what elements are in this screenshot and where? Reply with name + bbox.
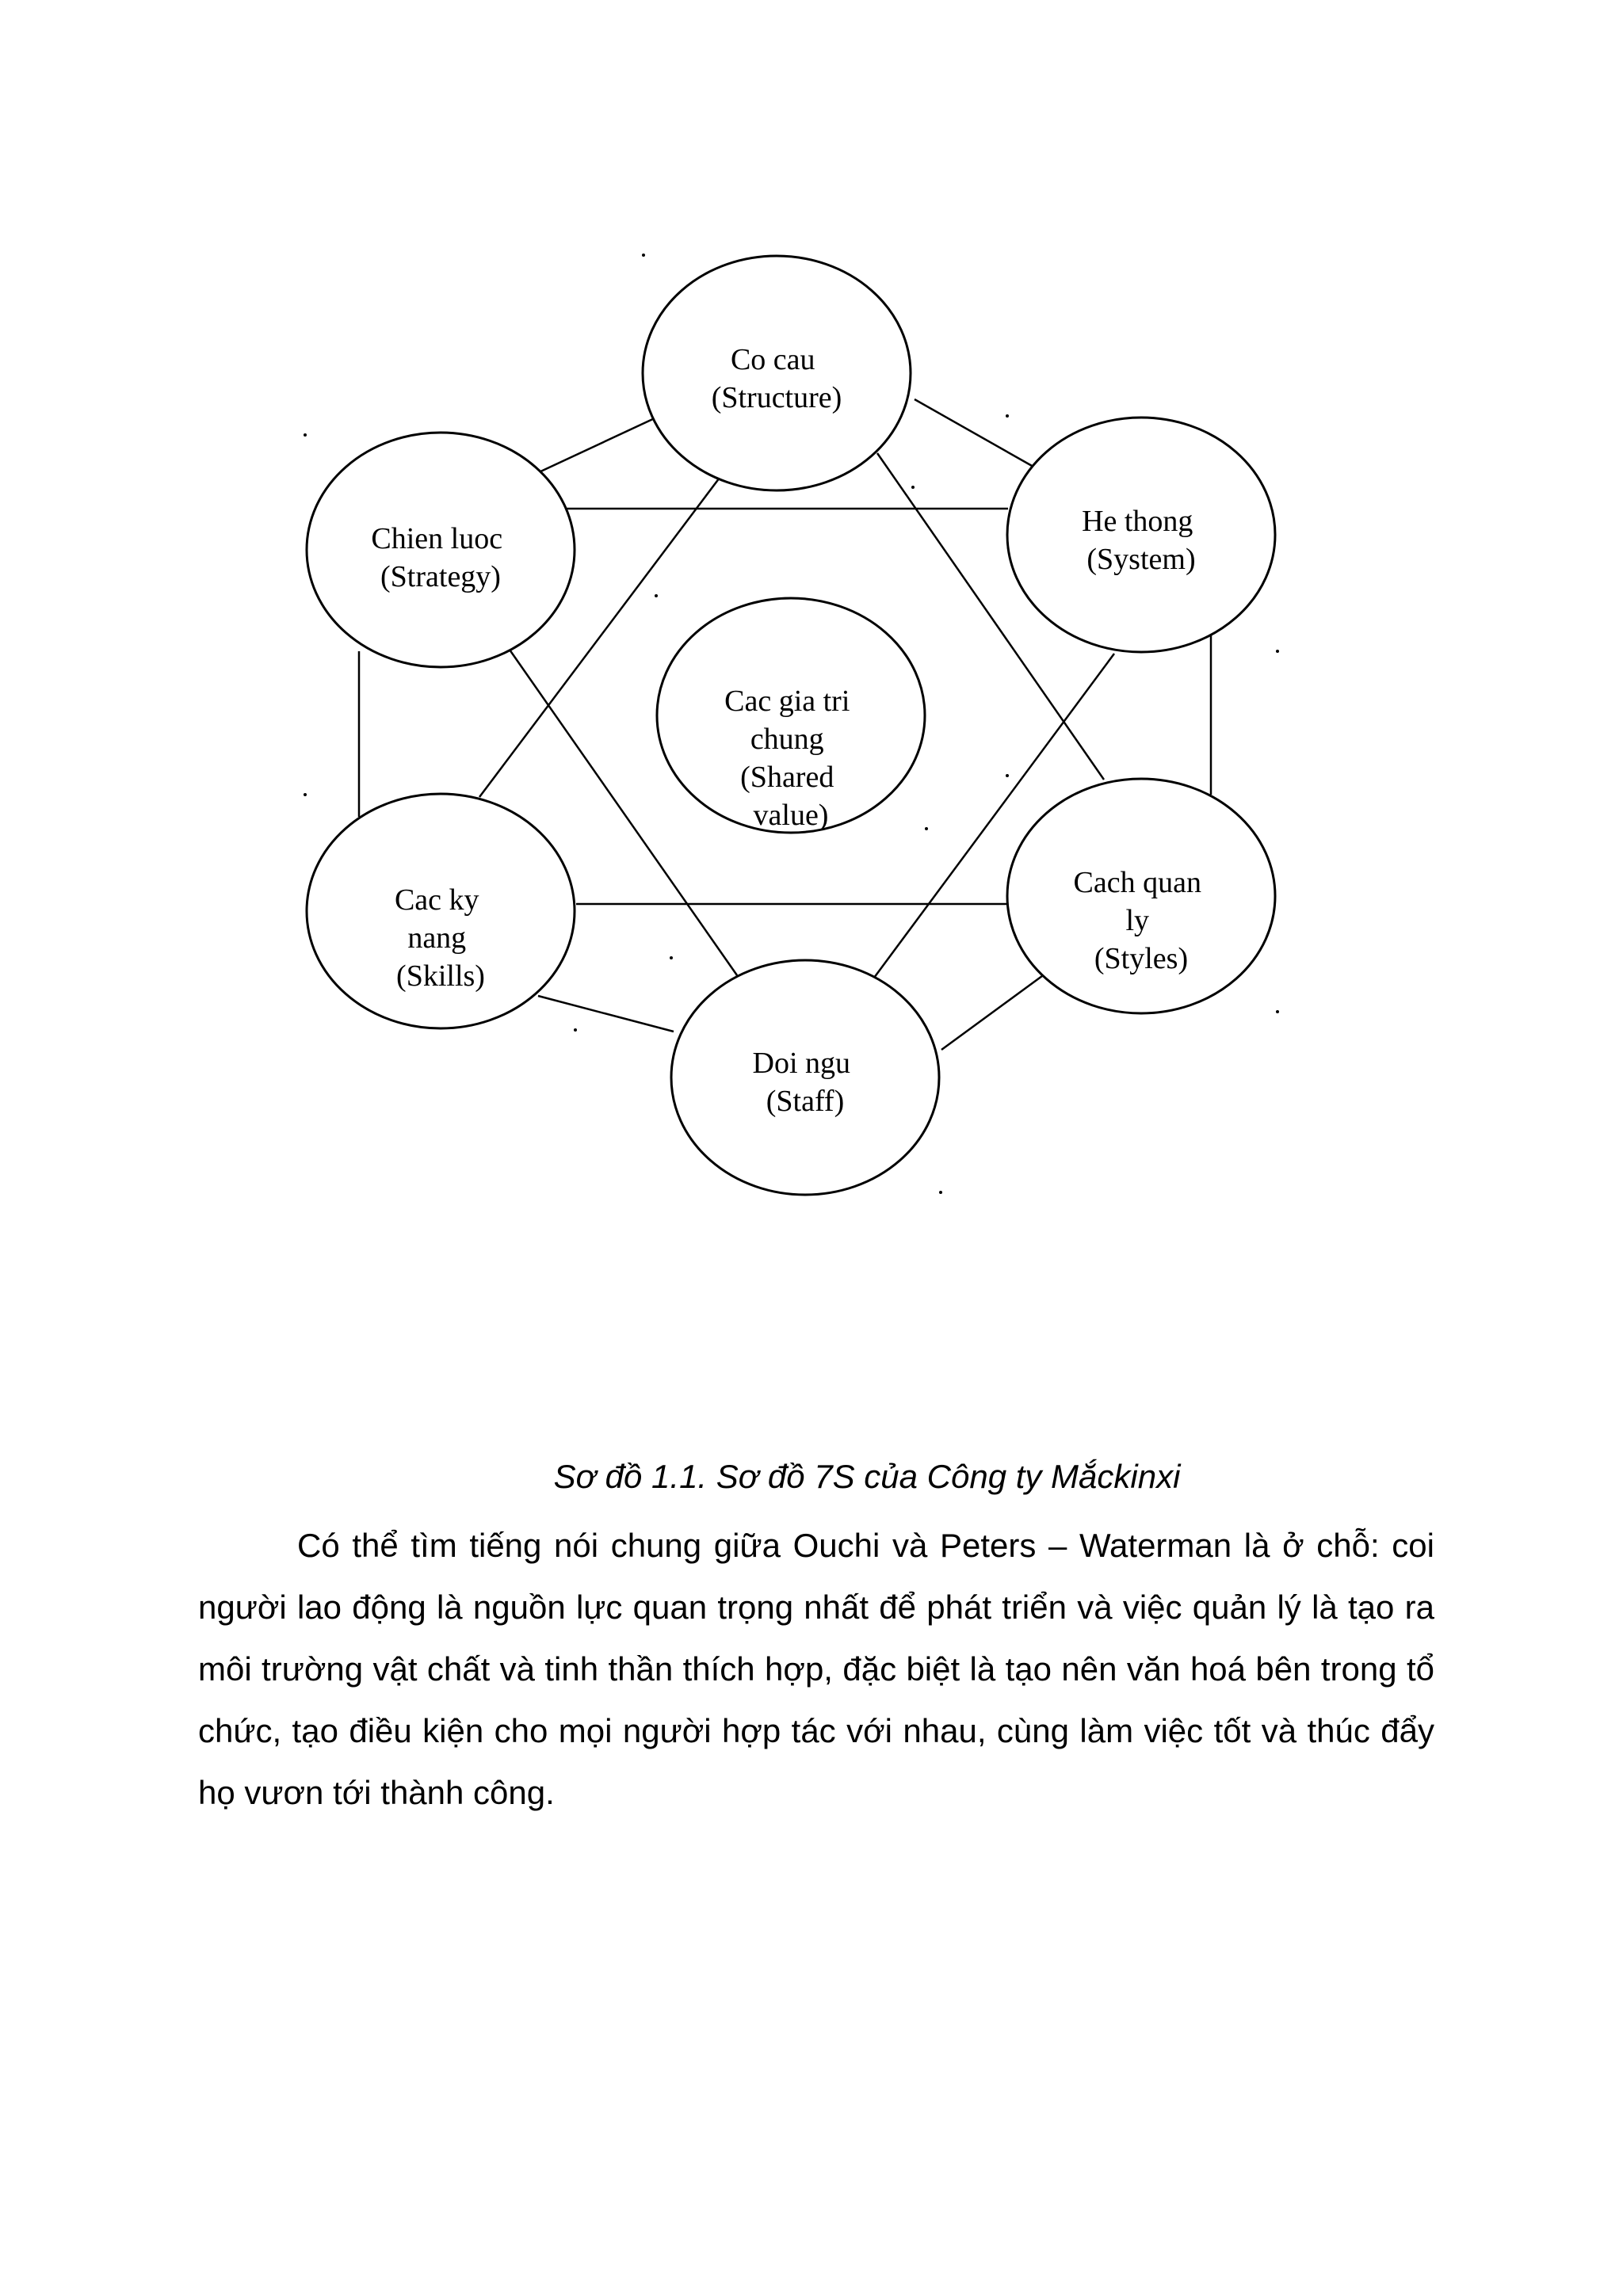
line-structure-strategy bbox=[537, 418, 656, 473]
body-paragraph: Có thể tìm tiếng nói chung giữa Ouchi và Peters – Waterman là ở chỗ: coi người lao động là nguồn lực quan trọng nhất để phát triển và việc quản lý là tạo ra môi trường vật chất và tinh thần thích hợp, đặc biệt là tạo nên văn hoá bên trong tổ chức, tạo điều kiện cho mọi người hợp tác với nhau, cùng làm việc tốt và thúc đẩy họ vươn tới thành công. bbox=[198, 1527, 1434, 1811]
line-structure-system bbox=[915, 399, 1039, 470]
node-strategy bbox=[307, 433, 575, 667]
node-staff-label: Doi ngu (Staff) bbox=[752, 1047, 850, 1118]
node-styles bbox=[1007, 779, 1275, 1013]
node-system-label: He thong (System) bbox=[1082, 505, 1196, 576]
node-styles-label: Cach quan ly (Styles) bbox=[1073, 866, 1201, 975]
node-system bbox=[1007, 418, 1275, 652]
node-strategy-label: Chien luoc (Strategy) bbox=[371, 522, 503, 593]
node-shared-value bbox=[657, 598, 925, 833]
line-staff-styles bbox=[941, 974, 1045, 1050]
figure-caption: Sơ đồ 1.1. Sơ đồ 7S của Công ty Mắckinxi bbox=[553, 1458, 1181, 1495]
node-structure bbox=[643, 256, 911, 490]
node-skills bbox=[307, 794, 575, 1028]
line-skills-staff bbox=[538, 996, 674, 1032]
node-staff bbox=[671, 960, 939, 1195]
node-shared-value-label: Cac gia tri chung (Shared value) bbox=[724, 685, 850, 832]
node-structure-label: Co cau (Structure) bbox=[711, 343, 842, 414]
node-skills-label: Cac ky nang (Skills) bbox=[394, 883, 485, 993]
